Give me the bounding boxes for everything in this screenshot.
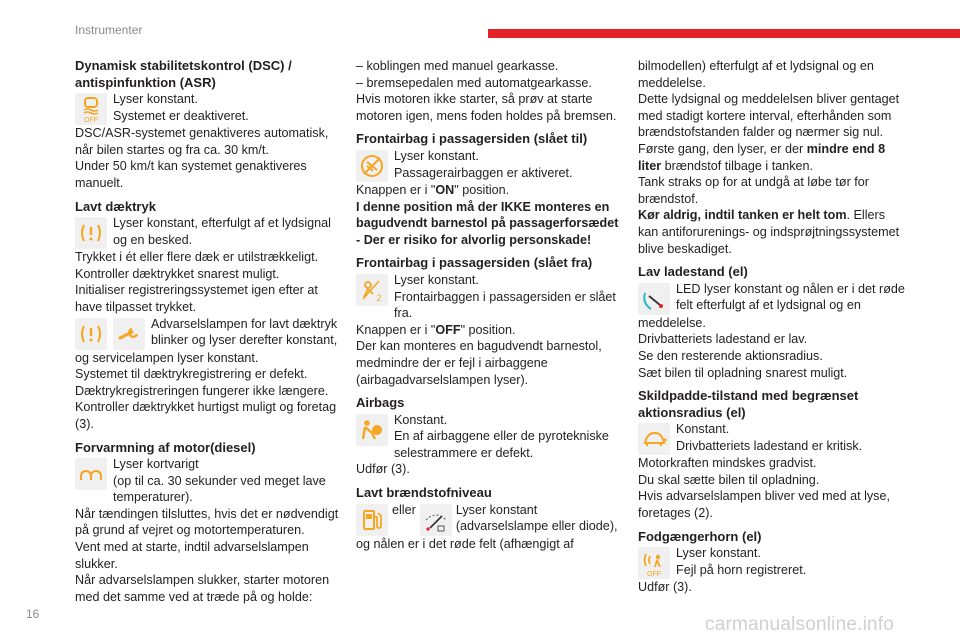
turtle-p2: Du skal sætte bilen til opladning. <box>638 472 820 487</box>
charge-p3: Se den resterende aktionsradius. <box>638 348 823 363</box>
horn-line2: Fejl på horn registreret. <box>676 562 807 577</box>
dsc-p2: Under 50 km/t kan systemet genaktiveres manuelt. <box>75 159 307 190</box>
fuel-section <box>356 485 624 552</box>
passenger-airbag-off-icon <box>356 274 388 306</box>
airbag-on-row <box>356 148 624 182</box>
dsc-off-icon <box>75 93 107 125</box>
tyre-p3: Initialiser registreringssystemet igen efter at have tilpasset trykket. <box>75 283 318 314</box>
turtle-line2: Drivbatteriets ladestand er kritisk. <box>676 438 863 453</box>
fuel-gauge-icon <box>420 504 452 536</box>
horn-off-label: OFF <box>647 571 661 578</box>
passenger-airbag-on-icon <box>356 150 388 182</box>
cont-brake: – bremsepedalen med automatgearkasse. <box>356 75 592 90</box>
fuel-cont5: Kør aldrig, indtil tanken er helt tom. Ellers kan antiforurenings- og indsprøjtningssystemet blive beskadiget. <box>638 208 900 256</box>
cont-clutch: – koblingen med manuel gearkasse. <box>356 59 559 73</box>
airbag-off-p2: Der kan monteres en bagudvendt barnestol, medmindre der er fejl i airbaggene (airbagadvarselslampen lyser). <box>356 339 602 387</box>
battery-charge-gauge-icon <box>638 283 670 315</box>
dsc-off-label: OFF <box>84 117 98 124</box>
fuel-title: Lavt brændstofniveau <box>356 485 492 501</box>
airbags-row <box>356 412 624 462</box>
section-header: Instrumenter <box>75 23 143 37</box>
fuel-p1: og nålen er i det røde felt (afhængigt af <box>356 536 574 551</box>
charge-p4: Sæt bilen til opladning snarest muligt. <box>638 365 848 380</box>
fuel-cont2: Dette lydsignal og meddelelsen bliver gentaget med stadigt kortere interval, efterhånden som brændstofstanden falder og nærmer sig nul. <box>638 92 900 140</box>
column-3 <box>638 58 906 603</box>
dsc-title: Dynamisk stabilitetskontrol (DSC) / antispinfunktion (ASR) <box>75 58 292 90</box>
airbags-p1: Udfør (3). <box>356 462 410 477</box>
horn-line1: Lyser konstant. <box>676 546 761 561</box>
tyre-line2: Advarselslampen for lavt dæktryk blinker og lyser derefter konstant, <box>151 316 338 348</box>
glow-row <box>75 456 343 506</box>
fuel-pump-icon <box>356 504 388 536</box>
airbag-off-section <box>356 255 624 388</box>
column-2 <box>356 58 624 559</box>
tyre-p2: Kontroller dæktrykket snarest muligt. <box>75 266 280 281</box>
fuel-cont3: Første gang, den lyser, er der mindre end 8 liter brændstof tilbage i tanken. <box>638 141 886 173</box>
tyre-p7: Kontroller dæktrykket hurtigst muligt og foretag (3). <box>75 400 337 431</box>
glow-plug-icon <box>75 458 107 490</box>
svg-text:2: 2 <box>376 292 382 303</box>
airbag-off-line1: Lyser konstant. <box>394 272 479 287</box>
dsc-p1: DSC/ASR-systemet genaktiveres automatisk, når bilen startes og fra ca. 30 km/t. <box>75 126 329 157</box>
airbag-on-section <box>356 131 624 248</box>
airbag-on-warning: I denne position må der IKKE monteres en bagudvendt barnestol på passagerforsædet - Der er risiko for alvorlig personskade! <box>356 199 619 247</box>
horn-title: Fodgængerhorn (el) <box>638 528 762 544</box>
glow-p2: Vent med at starte, indtil advarselslampen slukker. <box>75 540 309 571</box>
fuel-continued <box>638 58 906 257</box>
glow-p1: Når tændingen tilsluttes, hvis det er nødvendigt på grund af vejret og motortemperaturen. <box>75 506 339 538</box>
airbag-on-line1: Lyser konstant. <box>394 148 479 163</box>
tyre-section <box>75 199 343 433</box>
watermark: carmanualsonline.info <box>705 614 895 635</box>
airbag-warning-icon <box>356 414 388 446</box>
turtle-row <box>638 421 906 455</box>
tyre-p4: og servicelampen lyser konstant. <box>75 350 259 365</box>
page-number: 16 <box>26 607 40 621</box>
dsc-line2: Systemet er deaktiveret. <box>113 108 249 123</box>
tyre-pressure-icon <box>75 217 107 249</box>
charge-row <box>638 281 906 315</box>
tyre-pressure-icon <box>75 318 107 350</box>
turtle-line1: Konstant. <box>676 422 730 437</box>
column-1 <box>75 58 343 612</box>
fuel-line1: Lyser konstant <box>455 502 538 517</box>
start-continue <box>356 58 624 124</box>
airbags-line2: En af airbaggene eller de pyrotekniske selestrammere er defekt. <box>394 429 609 460</box>
charge-line1: LED lyser konstant og nålen er i det røde felt efterfulgt af et lydsignal og en <box>676 281 905 313</box>
fuel-cont4: Tank straks op for at undgå at løbe tør for brændstof. <box>638 175 869 206</box>
charge-p2: Drivbatteriets ladestand er lav. <box>638 332 808 347</box>
airbags-title: Airbags <box>356 395 405 411</box>
tyre-line1: Lyser konstant, efterfulgt af et lydsignal og en besked. <box>113 216 331 247</box>
glow-p3: Når advarselslampen slukker, starter motoren med det samme ved at træde på og holde: <box>75 573 330 604</box>
glow-section <box>75 440 343 606</box>
dsc-row <box>75 91 343 125</box>
tyre-p6: Dæktrykregistreringen fungerer ikke længere. <box>75 383 329 398</box>
dsc-section <box>75 58 343 192</box>
charge-section <box>638 264 906 381</box>
fuel-line2: (advarselslampe eller diode), <box>455 519 618 534</box>
airbag-off-title: Frontairbag i passagersiden (slået fra) <box>356 255 593 271</box>
airbag-off-p1: Knappen er i "OFF" position. <box>356 322 516 337</box>
tyre-fault-row <box>75 316 343 350</box>
airbag-on-p1: Knappen er i "ON" position. <box>356 182 510 197</box>
airbag-off-row <box>356 272 624 322</box>
turtle-mode-icon <box>638 423 670 455</box>
turtle-p1: Motorkraften mindskes gradvist. <box>638 456 817 471</box>
tyre-p1: Trykket i ét eller flere dæk er utilstrækkeligt. <box>75 250 319 265</box>
airbag-on-line2: Passagerairbaggen er aktiveret. <box>394 165 573 180</box>
airbag-off-line2: Frontairbaggen i passagersiden er slået fra. <box>394 289 616 321</box>
tyre-title: Lavt dæktryk <box>75 198 156 214</box>
tyre-p5: Systemet til dæktrykregistrering er defekt. <box>75 367 308 382</box>
fuel-row <box>356 502 624 536</box>
airbags-line1: Konstant. <box>394 412 448 427</box>
header-accent-bar <box>488 29 960 38</box>
tyre-row <box>75 215 343 249</box>
fuel-or-label: eller <box>392 502 416 517</box>
dsc-line1: Lyser konstant. <box>113 92 198 107</box>
glow-line1: Lyser kortvarigt <box>113 457 199 472</box>
airbag-on-title: Frontairbag i passagersiden (slået til) <box>356 131 588 147</box>
airbags-section <box>356 395 624 478</box>
glow-line2: (op til ca. 30 sekunder ved meget lave temperaturer). <box>113 473 326 505</box>
turtle-section <box>638 388 906 522</box>
charge-title: Lav ladestand (el) <box>638 264 748 280</box>
glow-title: Forvarmning af motor(diesel) <box>75 439 256 455</box>
fuel-cont1: bilmodellen) efterfulgt af et lydsignal og en meddelelse. <box>638 59 874 90</box>
horn-p1: Udfør (3). <box>638 580 692 595</box>
turtle-title: Skildpadde-tilstand med begrænset aktionsradius (el) <box>638 388 859 420</box>
wrench-icon <box>113 318 145 350</box>
turtle-p3: Hvis advarselslampen bliver ved med at lyse, foretages (2). <box>638 489 890 521</box>
horn-section <box>638 529 906 596</box>
cont-restart: Hvis motoren ikke starter, så prøv at starte motoren igen, mens foden holdes på bremsen. <box>356 92 617 123</box>
charge-p1: meddelelse. <box>638 315 706 330</box>
horn-row <box>638 545 906 579</box>
pedestrian-horn-off-icon <box>638 547 670 579</box>
